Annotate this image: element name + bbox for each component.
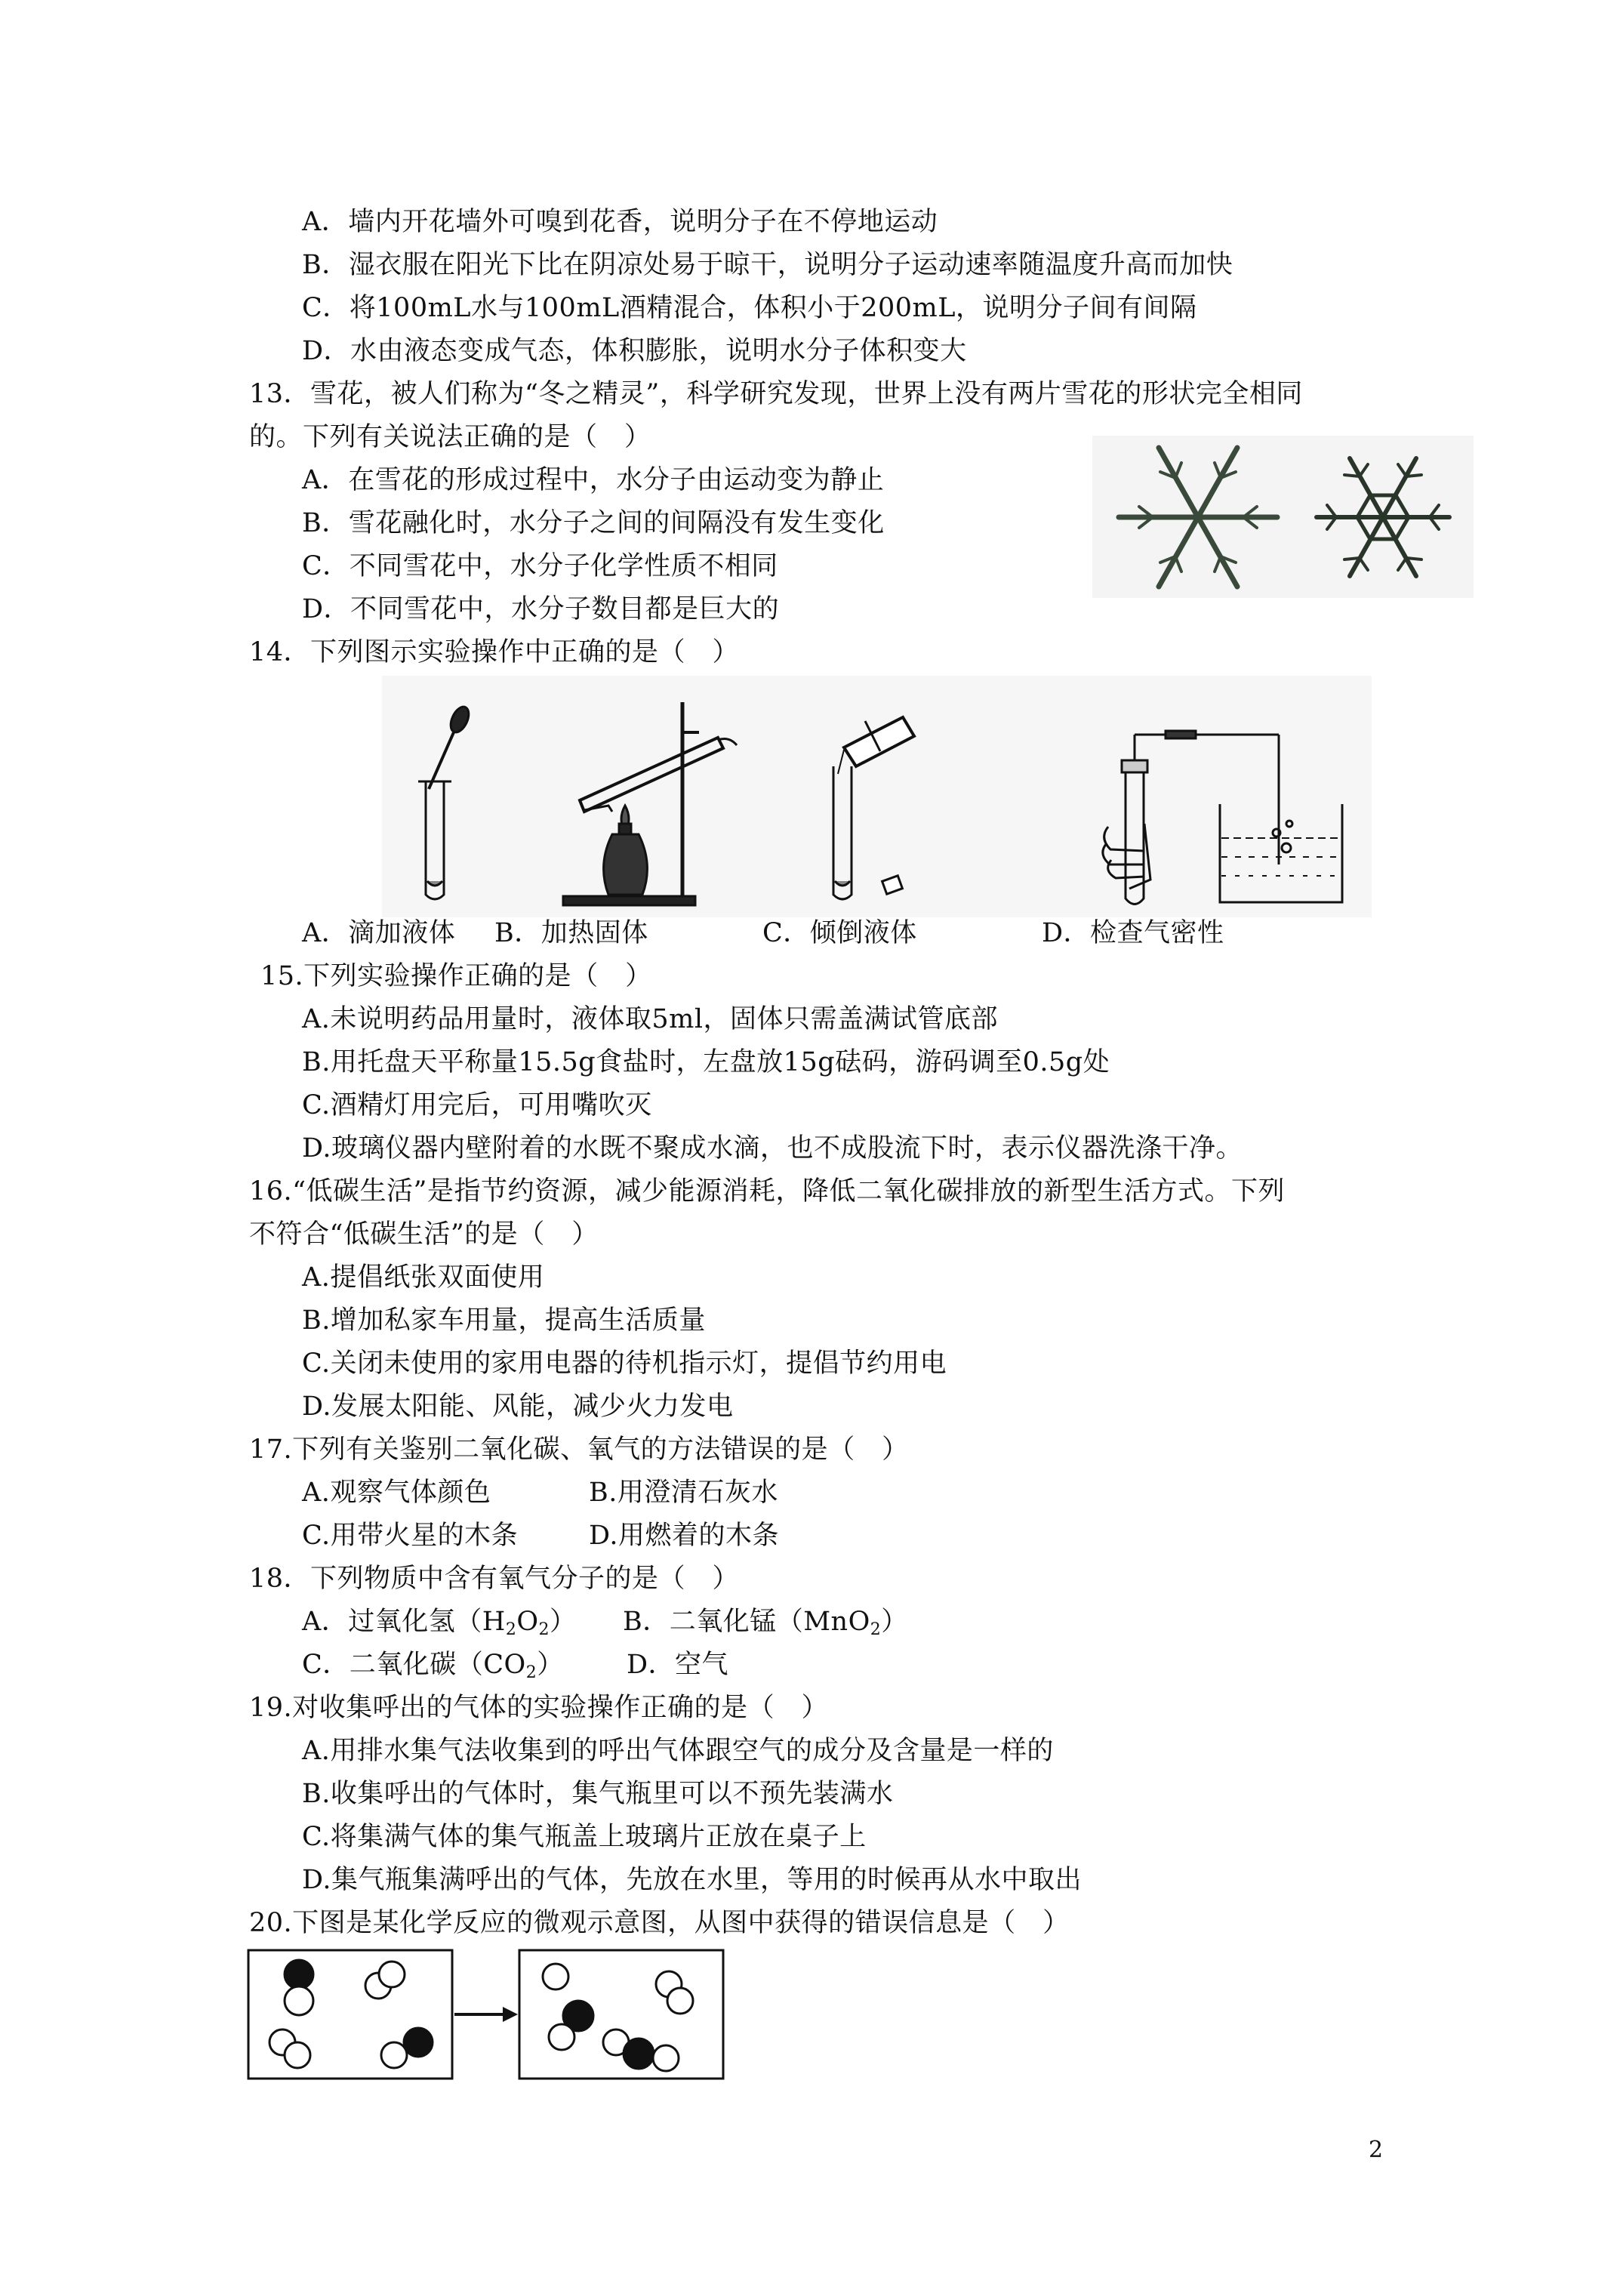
q12-option-d: D．水由液态变成气态，体积膨胀，说明水分子体积变大 — [302, 336, 967, 366]
q18-option-a: A．过氧化氢$(H_2O_2)$ — [302, 1607, 577, 1639]
q15-option-b: B.用托盘天平称量15.5g食盐时，左盘放15g砝码，游码调至0.5g处 — [302, 1047, 1110, 1077]
q19-stem: 19.对收集呼出的气体的实验操作正确的是（ ） — [249, 1693, 829, 1723]
reaction-arrow-icon — [454, 2007, 518, 2022]
q16-option-d: D.发展太阳能、风能，减少火力发电 — [302, 1391, 734, 1422]
q13-stem-line2: 的。下列有关说法正确的是（ ） — [249, 422, 651, 452]
q14-caption-c: C．倾倒液体 — [762, 918, 917, 948]
q19-option-a: A.用排水集气法收集到的呼出气体跟空气的成分及含量是一样的 — [302, 1736, 1054, 1766]
q13-option-c: C．不同雪花中，水分子化学性质不相同 — [302, 551, 778, 581]
q20-stem: 20.下图是某化学反应的微观示意图，从图中获得的错误信息是（ ） — [249, 1908, 1070, 1938]
q17-option-c: C.用带火星的木条 — [302, 1521, 519, 1551]
q19-option-b: B.收集呼出的气体时，集气瓶里可以不预先装满水 — [302, 1779, 894, 1809]
q13-option-d: D．不同雪花中，水分子数目都是巨大的 — [302, 594, 780, 624]
q16-option-c: C.关闭未使用的家用电器的待机指示灯，提倡节约用电 — [302, 1348, 947, 1379]
q16-option-a: A.提倡纸张双面使用 — [302, 1262, 545, 1293]
q16-option-b: B.增加私家车用量，提高生活质量 — [302, 1305, 706, 1336]
q13-option-a: A．在雪花的形成过程中，水分子由运动变为静止 — [302, 465, 885, 495]
q14-caption-d: D．检查气密性 — [1042, 918, 1224, 948]
q14-caption-b: B．加热固体 — [494, 918, 648, 948]
q19-option-c: C.将集满气体的集气瓶盖上玻璃片正放在桌子上 — [302, 1822, 867, 1852]
q12-option-a: A．墙内开花墙外可嗅到花香，说明分子在不停地运动 — [302, 207, 938, 237]
q18-option-b: B．二氧化锰（MnO$_2$） — [623, 1607, 908, 1639]
q17-option-d: D.用燃着的木条 — [589, 1521, 779, 1551]
q15-option-a: A.未说明药品用量时，液体取5ml，固体只需盖满试管底部 — [302, 1004, 999, 1034]
q12-option-b: B．湿衣服在阳光下比在阴凉处易于晾干，说明分子运动速率随温度升高而加快 — [302, 250, 1233, 280]
q17-option-a: A.观察气体颜色 — [302, 1478, 491, 1508]
q18-option-d: D．空气 — [627, 1650, 729, 1680]
q18-stem: 18．下列物质中含有氧气分子的是（ ） — [249, 1564, 740, 1594]
snowflake-figure — [1092, 436, 1474, 598]
q13-option-b: B．雪花融化时，水分子之间的间隔没有发生变化 — [302, 508, 885, 538]
q17-stem: 17.下列有关鉴别二氧化碳、氧气的方法错误的是（ ） — [249, 1435, 909, 1465]
q18-option-c: C．二氧化碳$(CO_2)$ — [302, 1650, 564, 1682]
page-number: 2 — [1369, 2137, 1384, 2163]
q14-caption-a: A．滴加液体 — [302, 918, 456, 948]
reaction-micro-diagram — [246, 1948, 726, 2084]
lab-operations-figure — [382, 676, 1372, 917]
q15-stem: 15.下列实验操作正确的是（ ） — [260, 961, 652, 991]
q19-option-d: D.集气瓶集满呼出的气体，先放在水里，等用的时候再从水中取出 — [302, 1865, 1082, 1895]
q16-stem-line1: 16.“低碳生活”是指节约资源，减少能源消耗，降低二氧化碳排放的新型生活方式。下列 — [249, 1176, 1285, 1207]
q14-stem: 14．下列图示实验操作中正确的是（ ） — [249, 637, 740, 667]
q17-option-b: B.用澄清石灰水 — [589, 1478, 778, 1508]
reactants-box — [248, 1950, 452, 2079]
q15-option-d: D.玻璃仪器内壁附着的水既不聚成水滴，也不成股流下时，表示仪器洗涤干净。 — [302, 1133, 1243, 1163]
q13-stem-line1: 13．雪花，被人们称为“冬之精灵”，科学研究发现，世界上没有两片雪花的形状完全相同 — [249, 379, 1303, 409]
q12-option-c: C．将100mL水与100mL酒精混合，体积小于200mL，说明分子间有间隔 — [302, 293, 1197, 323]
q16-stem-line2: 不符合“低碳生活”的是（ ） — [249, 1219, 599, 1250]
q15-option-c: C.酒精灯用完后，可用嘴吹灭 — [302, 1090, 652, 1120]
